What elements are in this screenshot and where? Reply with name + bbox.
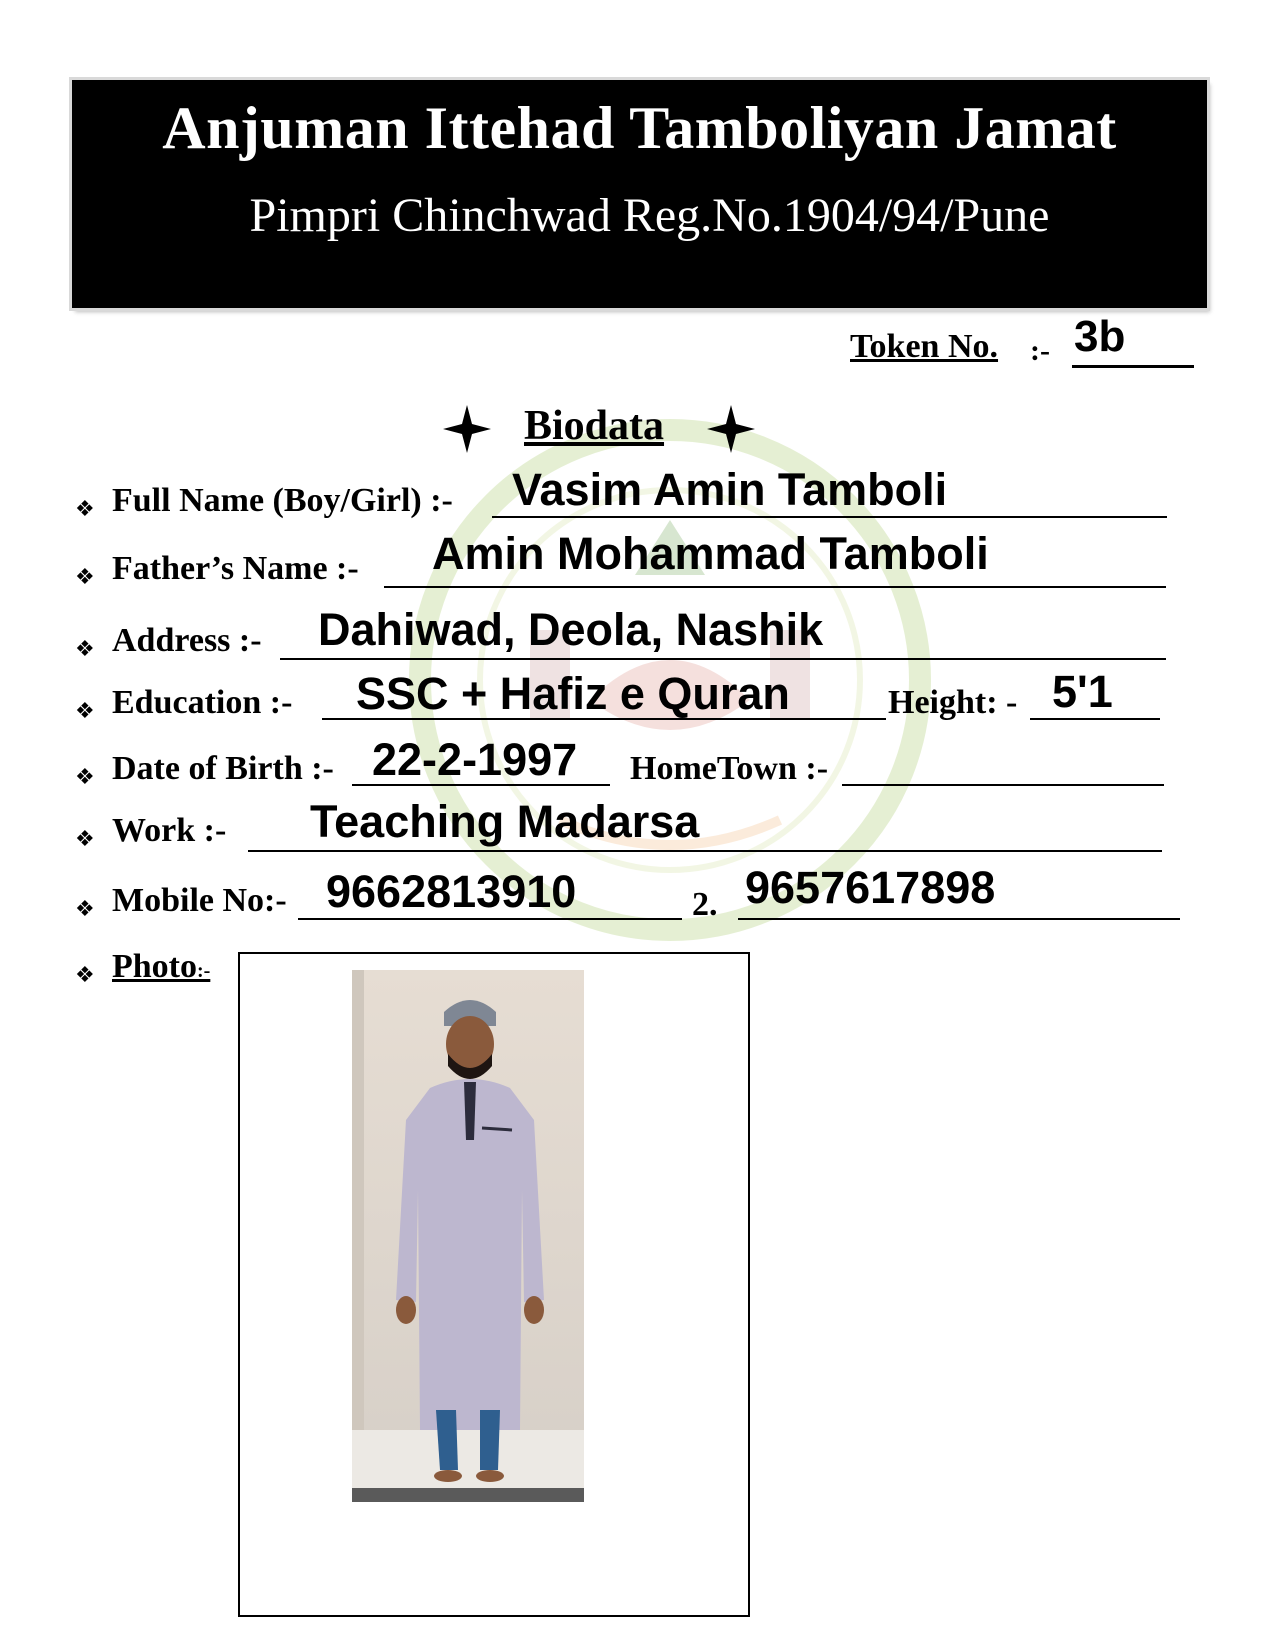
bullet-icon: ❖	[75, 496, 95, 521]
father-name-value: Amin Mohammad Tamboli	[432, 528, 989, 579]
education-value: SSC + Hafiz e Quran	[356, 668, 790, 719]
registration-subtitle: Pimpri Chinchwad Reg.No.1904/94/Pune	[249, 189, 1050, 242]
work-value: Teaching Madarsa	[310, 796, 700, 847]
token-label: Token No.	[850, 328, 999, 365]
education-label: Education :-	[112, 684, 293, 721]
bullet-icon: ❖	[75, 564, 95, 589]
dob-value: 22-2-1997	[372, 734, 578, 785]
address-label: Address :-	[112, 622, 262, 659]
address-line	[280, 658, 1166, 660]
work-line	[248, 850, 1162, 852]
bullet-icon: ❖	[75, 698, 95, 723]
mobile2-value: 9657617898	[745, 862, 996, 913]
bullet-icon: ❖	[75, 636, 95, 661]
four-point-star-icon	[441, 403, 493, 455]
hometown-label: HomeTown :-	[630, 750, 829, 787]
bullet-icon: ❖	[75, 962, 95, 987]
bullet-icon: ❖	[75, 826, 95, 851]
full-name-line	[492, 516, 1167, 518]
mobile2-label: 2.	[692, 886, 718, 923]
bullet-icon: ❖	[75, 764, 95, 789]
photo-label-text: Photo	[112, 948, 197, 985]
address-value: Dahiwad, Deola, Nashik	[318, 604, 824, 655]
profile-photo	[352, 970, 584, 1502]
work-label: Work :-	[112, 812, 227, 849]
mobile-line	[298, 918, 682, 920]
height-value: 5'1	[1052, 666, 1113, 717]
token-separator: :-	[1030, 334, 1050, 367]
father-name-line	[384, 586, 1166, 588]
full-name-label: Full Name (Boy/Girl) :-	[112, 482, 453, 519]
mobile-value: 9662813910	[326, 866, 577, 917]
hometown-line	[842, 784, 1164, 786]
bullet-icon: ❖	[75, 896, 95, 921]
photo-label-separator: :-	[197, 960, 211, 982]
height-line	[1030, 718, 1160, 720]
token-underline	[1072, 365, 1194, 368]
mobile-label: Mobile No:-	[112, 882, 287, 919]
father-name-label: Father’s Name :-	[112, 550, 359, 587]
token-value: 3b	[1074, 312, 1126, 361]
header-banner	[72, 80, 1207, 308]
height-label: Height: -	[888, 684, 1018, 721]
dob-label: Date of Birth :-	[112, 750, 334, 787]
photo-label	[112, 948, 210, 986]
mobile2-line	[738, 918, 1180, 920]
four-point-star-icon	[705, 403, 757, 455]
full-name-value: Vasim Amin Tamboli	[512, 464, 948, 515]
biodata-heading: Biodata	[524, 403, 665, 449]
organization-title: Anjuman Ittehad Tamboliyan Jamat	[162, 95, 1117, 161]
